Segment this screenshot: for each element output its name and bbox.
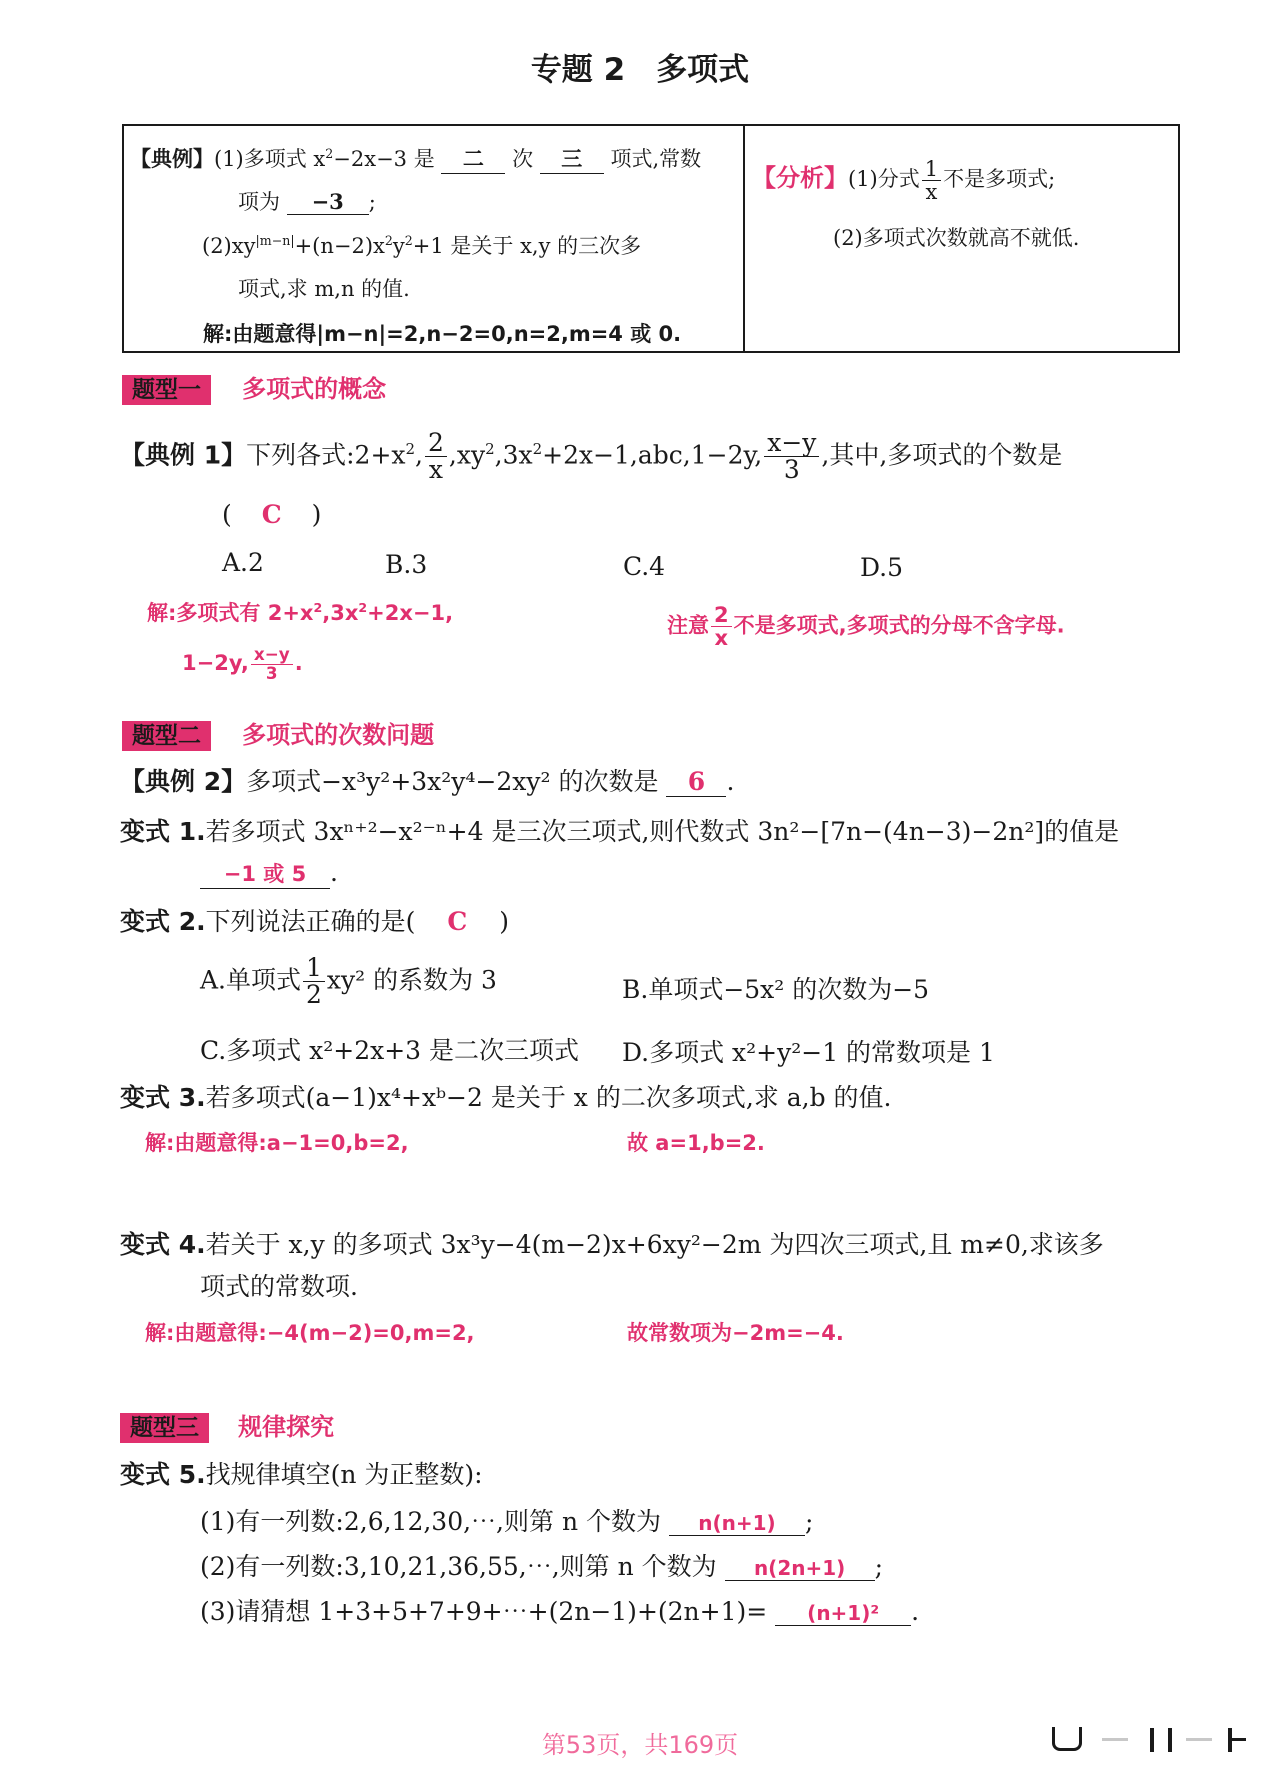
example1-option-a: A.2 <box>222 548 264 577</box>
variant4-question-line2: 项式的常数项. <box>200 1272 358 1301</box>
variant4-solution-a: 解:由题意得:−4(m−2)=0,m=2, <box>145 1321 475 1345</box>
page-indicator: 第53页，共169页 <box>541 1731 739 1759</box>
section3-tag: 题型三 <box>120 1413 209 1443</box>
intro-box-divider <box>743 124 745 353</box>
example1-answer: C <box>261 500 282 529</box>
intro-left-solution: 解:由题意得|m−n|=2,n−2=0,n=2,m=4 或 0. <box>203 322 682 346</box>
section1-header <box>122 369 386 404</box>
intro-right-line1: 【分析】(1)分式 $\frac{1}{x}$ 不是多项式; <box>752 157 1056 205</box>
example1-solution-line2: 1−2y, $\frac{x-y}{3}$ . <box>182 644 303 683</box>
variant2-option-c: C.多项式 x²+2x+3 是二次三项式 <box>200 1036 580 1065</box>
variant4-question-line1: 变式 4.若关于 x,y 的多项式 3x³y−4(m−2)x+6xy²−2m 为四次三项式,且 m≠0,求该多 <box>120 1230 1104 1259</box>
example1-option-d: D.5 <box>860 553 904 582</box>
variant1-answer: −1 或 5 <box>200 858 330 889</box>
section3-label: 规律探究 <box>238 1413 335 1441</box>
page-bar-icon-2[interactable] <box>1168 1728 1172 1752</box>
variant5-answer3: (n+1)² <box>775 1601 911 1626</box>
intro-left-line4: 项式,求 m,n 的值. <box>238 277 410 301</box>
divider-icon-2 <box>1186 1738 1212 1741</box>
example1-note: 注意 $\frac{2}{x}$ 不是多项式,多项式的分母不含字母. <box>667 603 1065 651</box>
page-bar-icon[interactable] <box>1150 1728 1154 1752</box>
variant2-answer: C <box>447 907 468 936</box>
variant5-answer2: n(2n+1) <box>725 1556 875 1581</box>
section2-header <box>122 715 434 750</box>
variant2-option-d: D.多项式 x²+y²−1 的常数项是 1 <box>622 1038 995 1067</box>
example1-option-b: B.3 <box>385 550 428 579</box>
variant5-q2: (2)有一列数:3,10,21,36,55,⋯,则第 n 个数为 n(2n+1) ; <box>200 1552 884 1581</box>
variant2-option-b: B.单项式−5x² 的次数为−5 <box>622 975 930 1004</box>
variant5-q1: (1)有一列数:2,6,12,30,⋯,则第 n 个数为 n(n+1) ; <box>200 1507 814 1536</box>
intro-right-line2: (2)多项式次数就高不就低. <box>833 226 1080 250</box>
variant1-question: 变式 1.若多项式 3xⁿ⁺²−x²⁻ⁿ+4 是三次三项式,则代数式 3n²−[7n−(4n−3)−2n²]的值是 <box>120 817 1120 846</box>
intro-left-line1: 【典例】(1)多项式 $x^2-2x-3$ 是 二 次 三 项式,常数 <box>130 143 701 174</box>
variant5-answer1: n(n+1) <box>669 1511 805 1536</box>
page-title: 专题 2 多项式 <box>530 52 750 88</box>
variant1-answer-line: −1 或 5 . <box>200 858 338 889</box>
page-tick-icon[interactable] <box>1232 1738 1246 1741</box>
blank-degree: 二 <box>441 143 505 174</box>
example1-solution-line1: 解:多项式有 $2+x^2,3x^2+2x-1$, <box>147 600 454 625</box>
variant4-solution-b: 故常数项为−2m=−4. <box>627 1321 844 1345</box>
section3-header <box>120 1407 334 1442</box>
section2-tag: 题型二 <box>122 721 211 751</box>
variant3-solution-a: 解:由题意得:a−1=0,b=2, <box>145 1131 409 1155</box>
intro-left-line3: $(2)xy^{|m-n|}+(n-2)x^2y^2+1$ 是关于 x,y 的三次多 <box>202 233 642 258</box>
example2: 【典例 2】多项式−x³y²+3x²y⁴−2xy² 的次数是 6 . <box>120 767 735 796</box>
section2-label: 多项式的次数问题 <box>242 721 435 749</box>
variant2-question: 变式 2.下列说法正确的是( C ) <box>120 907 509 936</box>
section1-tag: 题型一 <box>122 375 211 405</box>
variant3-solution-b: 故 a=1,b=2. <box>627 1131 765 1155</box>
variant5-question: 变式 5.找规律填空(n 为正整数): <box>120 1460 483 1489</box>
scroll-handle-icon[interactable] <box>1052 1727 1082 1751</box>
example1-answer-paren: ( C ) <box>222 500 322 529</box>
section1-label: 多项式的概念 <box>242 375 387 403</box>
example1-option-c: C.4 <box>623 552 666 581</box>
variant3-question: 变式 3.若多项式(a−1)x⁴+xᵇ−2 是关于 x 的二次多项式,求 a,b 的值. <box>120 1083 892 1112</box>
blank-constant: −3 <box>287 189 369 215</box>
example1-question: 【典例 1】下列各式$:2+x^2$, $\frac{2}{x}$ $,xy^2,3x^2+2x-1,abc,1-2y$, $\frac{x-y}{3}$ ,其中,多项式的个数是 <box>120 428 1063 485</box>
variant5-q3: (3)请猜想 1+3+5+7+9+⋯+(2n−1)+(2n+1)= (n+1)² . <box>200 1597 920 1626</box>
example2-answer: 6 <box>666 767 726 797</box>
blank-terms: 三 <box>540 143 604 174</box>
variant2-option-a: A.单项式 $\frac{1}{2}$ xy² 的系数为 3 <box>200 953 497 1010</box>
divider-icon <box>1102 1738 1128 1741</box>
intro-left-line2: 项为 −3 ; <box>238 189 376 214</box>
